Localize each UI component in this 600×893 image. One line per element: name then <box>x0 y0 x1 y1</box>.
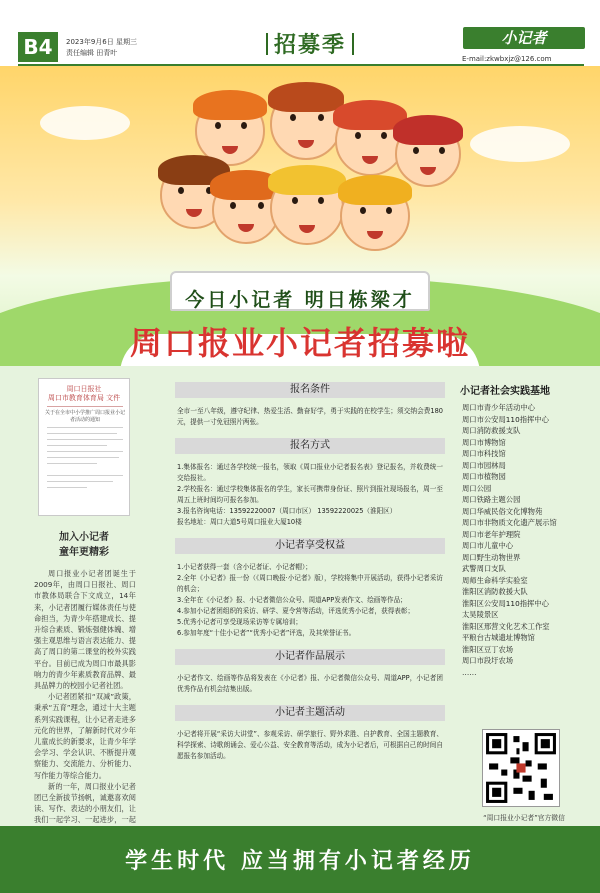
practice-base-item: 周口市科技馆 <box>462 449 506 458</box>
page-number: B4 <box>18 32 58 62</box>
section-heading-benefits: 小记者享受权益 <box>175 538 445 554</box>
practice-base-item: 周口市公安局110指挥中心 <box>462 414 549 424</box>
document-text-line <box>47 463 97 464</box>
document-text-line <box>47 439 123 440</box>
footer-slogan: 学生时代 应当拥有小记者经历 <box>125 848 475 874</box>
practice-base-item: 周口野生动物世界 <box>462 552 521 562</box>
practice-base-item: 周口公园 <box>462 483 492 493</box>
cloud-shape <box>470 126 570 162</box>
document-title: 周口日报社 周口市教育体育局 文件 <box>47 385 121 402</box>
brand-logo-text: 小记者 <box>501 29 547 47</box>
left-column-title: 加入小记者 童年更精彩 <box>59 532 109 558</box>
practice-base-item: 平粮台古城遗址博物馆 <box>462 633 535 642</box>
document-text-line <box>47 457 119 458</box>
practice-base-item: 太昊陵景区 <box>462 610 499 619</box>
document-text-line <box>47 481 113 482</box>
section-body-benefits: 1.小记者获得一套（含小记者证、小记者帽）； 2.全年《小记者》报一份（《周口晚报·小记者》版），学校将集中开展活动，获得小记者采访的机会； 3.全年在《小记者》报、小记者微信公众号、周道APP发表作文、绘画等作品； 4.参加小记者团组织的采访、研学、夏令营等活动，评选优秀小记者，获得表彰； 5.优秀小记者可享受现场采访等专属培训； 6.参加年度“十佳小记者”“优秀小记者”评选，及其荣誉证书。 <box>177 563 443 637</box>
document-subtitle: 关于在全市中小学推广周口报业小记者活动的通知 <box>44 410 125 423</box>
main-headline: 周口报业小记者招募啦 <box>129 324 470 362</box>
slogan-line: 今日小记者 明日栋梁才 <box>185 289 415 311</box>
practice-base-item: 周口铁路主题公园 <box>462 495 521 504</box>
section-body-activities: 小记者将开展“采访大讲堂”、参观采访、研学旅行、野外求胜、自护教育、全国主题教育、科学探索、诗歌朗诵会、爱心公益、安全教育等活动，成为小记者后，可根据自己的时间自愿报名参加活动。 <box>177 730 443 760</box>
official-document-image <box>38 378 130 516</box>
qr-caption: “周口报业小记者”官方微信 <box>483 814 565 822</box>
child-face <box>270 171 344 245</box>
practice-base-item: 周口市老年护理院 <box>462 529 521 539</box>
section-body-works: 小记者作文、绘画等作品将发表在《小记者》报、小记者微信公众号、周道APP，小记者团优秀作品有机会结集出版。 <box>177 674 443 693</box>
practice-base-item: 周口市段圩农场 <box>462 656 514 665</box>
practice-bases-list <box>462 402 588 678</box>
child-face <box>335 106 405 176</box>
qr-code <box>482 729 560 807</box>
footer-banner <box>0 826 600 893</box>
document-red-rule <box>47 406 123 407</box>
document-text-line <box>47 475 123 476</box>
brand-logo <box>463 27 585 49</box>
practice-base-item: 淮阳区公安局110指挥中心 <box>462 598 549 608</box>
document-text-line <box>47 487 87 488</box>
practice-base-item: 淮阳区豆丁农场 <box>462 644 514 654</box>
document-text-line <box>47 451 123 452</box>
section-body-conditions: 全市一至八年级，遵守纪律、热爱生活、勤奋好学，勇于实践的在校学生；须交纳会费180元，提供一寸免冠照片两张。 <box>177 407 443 426</box>
child-face <box>395 121 461 187</box>
practice-base-item: 周口市博物馆 <box>462 437 506 447</box>
practice-base-item: 淮阳区邢营文化艺术工作室 <box>462 621 550 631</box>
practice-base-item: 武警周口支队 <box>462 564 506 573</box>
child-face <box>270 88 342 160</box>
practice-base-item: 周口市植物园 <box>462 472 506 481</box>
document-text-line <box>47 445 107 446</box>
left-column-article <box>34 568 136 837</box>
section-heading-conditions: 报名条件 <box>175 382 445 398</box>
cloud-shape <box>40 106 130 140</box>
practice-base-item: …… <box>462 667 477 677</box>
page-header <box>0 0 600 66</box>
article-paragraph: 周口报业小记者团诞生于2009年，由周口日报社、周口市教体局联合下文成立，14年来，小记者团履行媒体责任与使命担当，为青少年搭建成长、提升综合素质、锻炼强健体魄、增强主观思维与语言表达能力、提高了周口的第二课堂的校外实践平台。目前已成为周口市最具影响力的青少年素质教育品牌、最具品牌力的校园小记者社团。 <box>34 569 136 691</box>
article-paragraph: 新的一年，周口报业小记者团已全新拔节扬帆，诚邀喜欢阅读、写作、表达的小朋友们，让我们一起学习、一起进步，一起 <box>34 781 136 825</box>
section-heading-activities: 小记者主题活动 <box>175 705 445 721</box>
document-text-line <box>47 433 117 434</box>
practice-base-item: 周师生命科学实验室 <box>462 575 528 585</box>
practice-bases-title: 小记者社会实践基地 <box>460 386 550 397</box>
practice-base-item: 周口华威民俗文化博物苑 <box>462 506 543 516</box>
article-paragraph: 小记者团紧扣“双减”政策，秉承“五育”理念，通过十大主题系列实践课程，让小记者走进多元化的世界，了解新时代对少年儿童成长的新要求，让青少年学会学习、学会认识、不断提升观察能力、交流能力、分析能力、写作能力等综合能力。 <box>34 692 136 780</box>
document-text-line <box>47 427 123 428</box>
section-heading-works: 小记者作品展示 <box>175 649 445 665</box>
practice-base-item: 周口市园林局 <box>462 460 506 470</box>
editor-credit: 责任编辑 田青叶 <box>66 49 118 57</box>
practice-base-item: 周口消防救援支队 <box>462 426 521 435</box>
practice-base-item: 周口市青少年活动中心 <box>462 403 535 412</box>
practice-base-item: 周口市非物质文化遗产展示馆 <box>462 518 557 527</box>
qr-code-image <box>483 730 559 806</box>
practice-base-item: 淮阳区消防救援大队 <box>462 587 528 596</box>
child-face <box>340 181 410 251</box>
contact-email: E-mail:zkwbxjz@126.com <box>462 55 552 63</box>
registration-info <box>175 382 445 772</box>
section-heading-method: 报名方式 <box>175 438 445 454</box>
section-body-method: 1.集体报名：通过各学校统一报名，领取《周口报业小记者报名表》登记报名，并收费统一交给报社。 2.学校报名：通过学校集体报名的学生，家长可携带身份证、照片到报社现场报名，周一至周五上班时间均可报名参加。 3.报名咨询电话：13592220007（周口市区） 13592220025（淮阳区） 报名地址：周口大道5号周口报业大厦10楼 <box>177 463 443 526</box>
practice-base-item: 周口市儿童中心 <box>462 541 514 550</box>
section-title: 招募季 <box>260 28 360 59</box>
publish-date: 2023年9月6日 星期三 <box>66 38 137 46</box>
